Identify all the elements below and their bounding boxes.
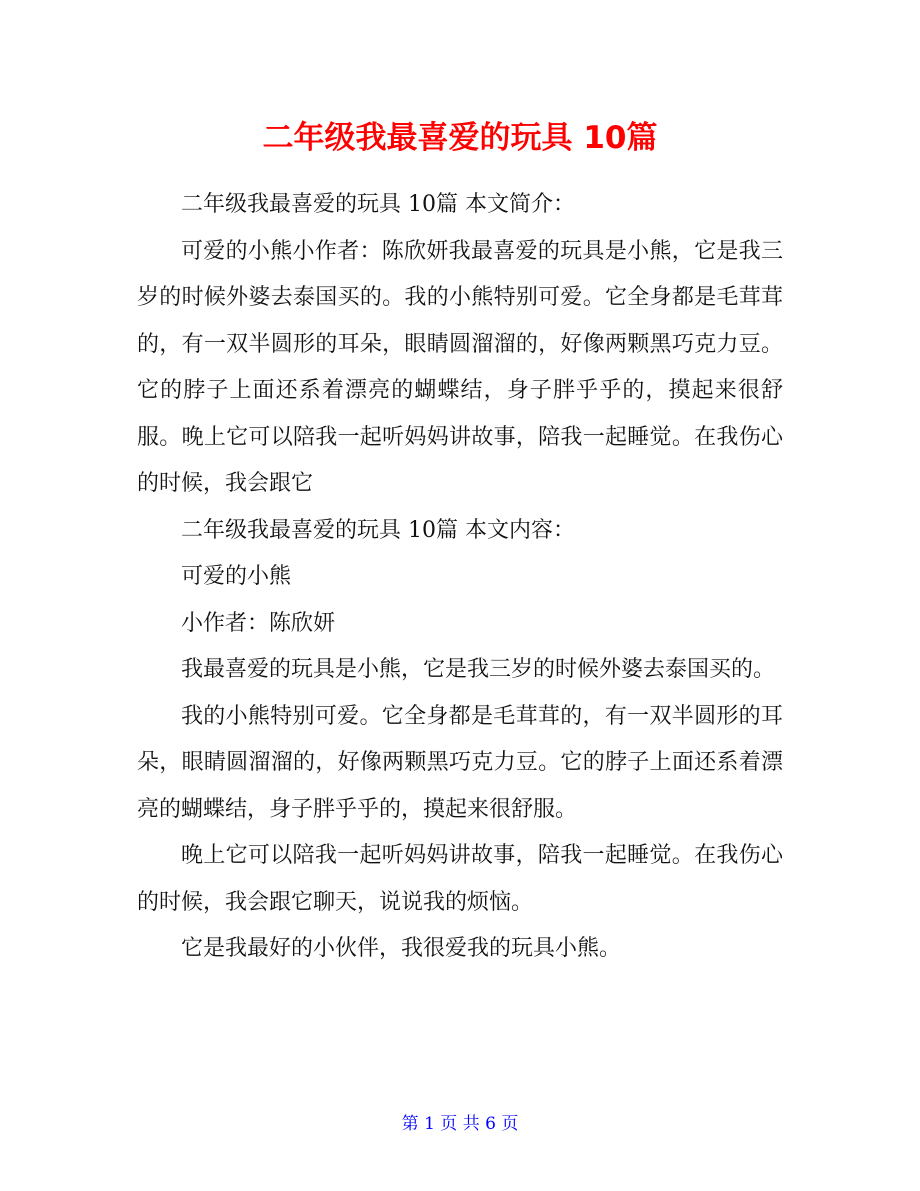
document-body — [137, 182, 783, 973]
summary-heading: 二年级我最喜爱的玩具 10篇 本文简介： — [181, 192, 575, 217]
summary-paragraph: 可爱的小熊小作者：陈欣妍我最喜爱的玩具是小熊，它是我三岁的时候外婆去泰国买的。我的小熊特别可爱。它全身都是毛茸茸的，有一双半圆形的耳朵，眼睛圆溜溜的，好像两颗黑巧克力豆。它的脖子上面还系着漂亮的蝴蝶结，身子胖乎乎的，摸起来很舒服。晚上它可以陪我一起听妈妈讲故事，陪我一起睡觉。在我伤心的时候，我会跟它 — [137, 238, 783, 496]
essay-paragraph: 它是我最好的小伙伴，我很爱我的玩具小熊。 — [181, 936, 622, 961]
essay-paragraph: 我的小熊特别可爱。它全身都是毛茸茸的，有一双半圆形的耳朵，眼睛圆溜溜的，好像两颗黑巧克力豆。它的脖子上面还系着漂亮的蝴蝶结，身子胖乎乎的，摸起来很舒服。 — [137, 703, 783, 822]
essay-title: 可爱的小熊 — [181, 564, 292, 589]
essay-author: 小作者：陈欣妍 — [181, 610, 336, 636]
document-title: 二年级我最喜爱的玩具 10篇 — [262, 120, 658, 156]
essay-paragraph: 晚上它可以陪我一起听妈妈讲故事，陪我一起睡觉。在我伤心的时候，我会跟它聊天，说说我的烦恼。 — [137, 843, 783, 915]
essay-paragraph: 我最喜爱的玩具是小熊，它是我三岁的时候外婆去泰国买的。 — [181, 657, 776, 682]
content-heading: 二年级我最喜爱的玩具 10篇 本文内容： — [181, 517, 575, 543]
page-number-footer: 第 1 页 共 6 页 — [401, 1114, 519, 1134]
